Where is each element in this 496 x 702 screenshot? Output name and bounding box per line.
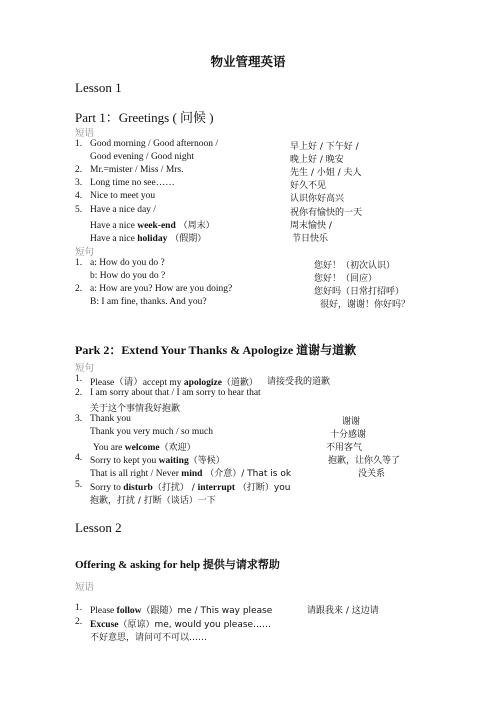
part2-heading: Park 2：Extend Your Thanks & Apologize 道谢与道歉 — [75, 343, 357, 357]
document-page: 物业管理英语 Lesson 1 Part 1：Greetings ( 问候 ) 短语 1. Good morning / Good afternoon / 早上好 / 下午好 / Good evening / Good night 晚上好 / 晚安 2. Mr.=mister / Miss / Mrs. 先生 / 小姐 / 夫人 3. Long time no see…… 好久不见 4. Nice to meet you 认识你好高兴 5. Have a nice day / 祝你有愉快的一天 Have a nice week-end （周末） 周末愉快 / Have a nice holiday （假期） 节日快乐 短句 1. a: How do you do ? 您好！（初次认识） b: How do you do ? 您好！（回应） 2. a: How are you? How are you doing? 您好吗（日常打招呼） B: I am fine, thanks. And you? 很好，谢谢！你好吗？ Park 2：Extend Your Thanks & Apologize 道谢与道歉 短句 1. Please（请）accept my apologize（道歉） 请接受我的道歉 2. I am sorry about that / I am sorry to hear that 关于这个事情我好抱歉 3. Thank you 谢谢 Thank you very much / so much 十分感谢 You are welcome（欢迎） 不用客气 4. Sorry to kept you waiting（等候） 抱歉，让你久等了 That is all right / Never mind （介意）/ That is ok 没关系 5. Sorry to disturb（打扰） / interrupt （打断）you 抱歉，打扰 / 打断（谈话）一下 Lesson 2 Offering & asking for help 提供与请求帮助 短语 1. Please follow（跟随）me / This way please 请跟我来 / 这边请 2. Excuse（原谅）me, would you please…… 不好意思，请问可不可以…… — [0, 0, 496, 702]
sentences-label: 短句 — [75, 247, 95, 258]
sentences-label: 短句 — [75, 363, 95, 374]
part1-heading: Part 1：Greetings ( 问候 ) — [75, 110, 214, 125]
phrases-label: 短语 — [75, 582, 95, 593]
lesson1-heading: Lesson 1 — [75, 80, 122, 95]
lesson2-section-heading: Offering & asking for help 提供与请求帮助 — [75, 559, 280, 571]
document-title: 物业管理英语 — [210, 54, 286, 69]
phrases-label: 短语 — [75, 128, 95, 139]
lesson2-heading: Lesson 2 — [75, 520, 122, 535]
